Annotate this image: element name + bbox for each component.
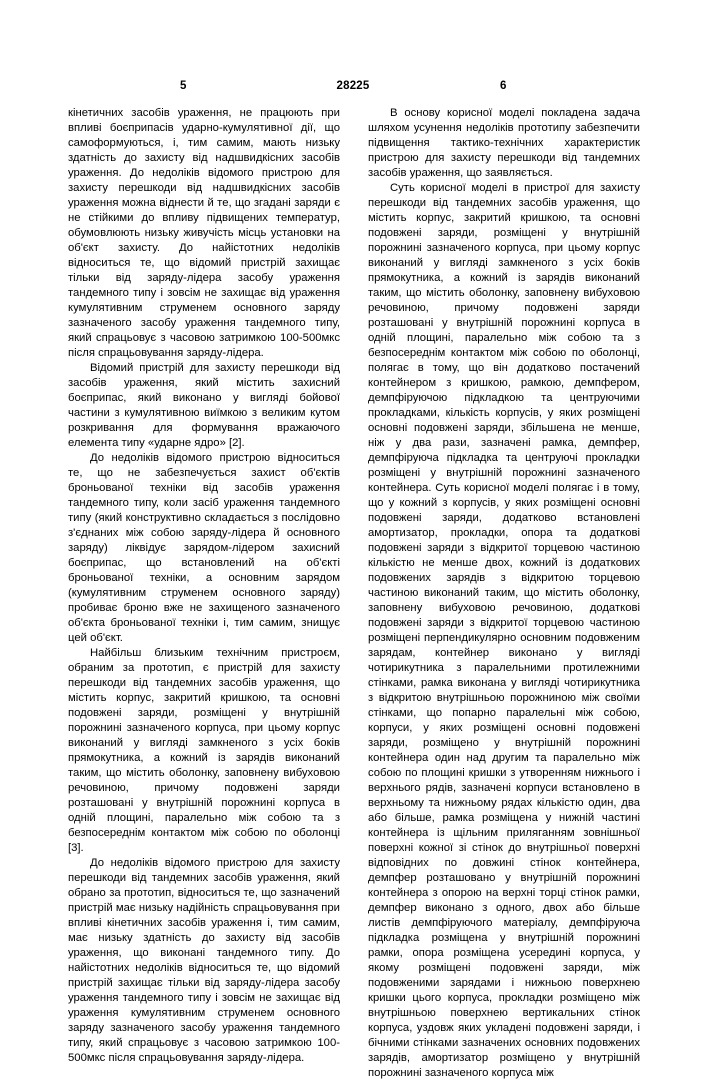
page-header bbox=[68, 80, 638, 96]
paragraph: Найбільш близьким технічним пристроєм, обраним за прототип, є пристрій для захисту перешкоди від тандемних засобів ураження, що містить корпус, закритий кришкою, та основні подовжені заряди, розміщені у внутрішній порожнині зазначеного корпуса, при цьому корпус виконаний у вигляді замкненого з усіх боків прямокутника, а кожний із зарядів виконаний таким, що містить оболонку, заповнену вибуховою речовиною, причому подовжені заряди розташовані у внутрішній порожнині корпуса в одній площині, паралельно між собою та з безпосереднім контактом між собою по оболонці [3]. bbox=[68, 647, 340, 854]
right-text-column bbox=[368, 106, 640, 1081]
paragraph: В основу корисної моделі покладена задача шляхом усунення недоліків прототипу забезпечити підвищення тактико-технічних характеристик пристрою для захисту перешкоди від тандемних засобів ураження, що заявляється. bbox=[368, 107, 640, 179]
text-columns bbox=[68, 106, 640, 1081]
paragraph: Суть корисної моделі в пристрої для захисту перешкоди від тандемних засобів ураження, що містить корпус, закритий кришкою, та основні подовжені заряди, розміщені у внутрішній порожнині зазначеного корпуса, при цьому корпус виконаний у вигляді замкненого з усіх боків прямокутника, а кожний із зарядів виконаний таким, що містить оболонку, заповнену вибуховою речовиною, причому подовжені заряди розташовані у внутрішній порожнині корпуса в одній площині, паралельно між собою та з безпосереднім контактом між собою по оболонці, полягає в тому, що він додатково постачений контейнером з кришкою, рамкою, демпфером, демпфіруючою підкладкою та центруючими прокладками, кількість корпусів, у яких розміщені основні подовжені заряди, збільшена не менше, ніж у два рази, зазначені рамка, демпфер, демпфіруюча підкладка та центруючі прокладки розміщені у внутрішній порожнині зазначеного контейнера. Суть корисної моделі полягає і в тому, що у кожний з корпусів, у яких розміщені основні подовжені заряди, додатково встановлені амортизатор, прокладки, опора та додаткові подовжені заряди з відкритої торцевою частиною кількістю не менше двох, кожний із додаткових подовжених зарядів з відкритою торцевою частиною виконаний таким, що містить оболонку, заповнену вибуховою речовиною, додаткові подовжені заряди з відкритої торцевою частиною розміщені перпендикулярно основним подовженим зарядам, контейнер виконано у вигляді чотирикутника з паралельними протилежними стінками, рамка виконана у вигляді чотирикутника з відкритою внутрішньою порожниною між своїми стінками, що попарно паралельні між собою, корпуси, у яких розміщені основні подовжені заряди, розміщено у внутрішній порожнині контейнера один над другим та паралельно між собою по площині кришки з утворенням нижнього і верхнього рядів, зазначені корпуси встановлено в верхньому та нижньому рядах кількістю один, два або більше, рамка розміщена у нижній частині контейнера із щільним приляганням зовнішньої поверхні кожної зі стінок до внутрішньої поверхні відповідних по довжині стінок контейнера, демпфер розташовано у внутрішній порожнині контейнера з опорою на верхні торці стінок рамки, демпфер виконано з одного, двох або більше листів демпфіруючого матеріалу, демпфіруюча підкладка розміщена у внутрішній порожнині рамки, опора розміщена усередині корпуса, у якому розміщені подовжені заряди, між подовженими зарядами і нижньою поверхнею кришки цього корпуса, прокладки розміщено між внутрішньою поверхнею вертикальних стінок корпуса, уздовж яких укладені подовжені заряди, і бічними стінками зазначених основних подовжених зарядів, амортизатор розміщено у внутрішній порожнині зазначеного корпуса між bbox=[368, 182, 640, 1079]
paragraph: кінетичних засобів ураження, не працюють при впливі боєприпасів ударно-кумулятивної дії, що самоформуються, і, тим самим, мають низьку здатність до захисту від надшвидкісних засобів ураження. До недоліків відомого пристрою для захисту перешкоди від надшвидкісних засобів ураження можна віднести й те, що згадані заряди є не стійкими до впливу підвищених температур, обумовлюють низьку живучість місць установки на об'єкт захисту. До найістотних недоліків відноситься те, що відомий пристрій захищає тільки від заряду-лідера засобу ураження тандемного типу і зовсім не захищає від ураження кумулятивним струменем основного заряду зазначеного засобу ураження тандемного типу, який спрацьовує з часовою затримкою 100-500мкс після спрацьовування заряду-лідера. bbox=[68, 107, 340, 359]
header-left-page-number: 5 bbox=[180, 80, 187, 92]
paragraph: До недоліків відомого пристрою відноситься те, що не забезпечується захист об'єктів броньованої техніки від засобів ураження тандемного типу, коли засіб ураження тандемного типу (який конструктивно складається з послідовно з'єднаних між собою заряду-лідера й основного заряду) ліквідує зарядом-лідером захисний боєприпас, що встановлений на об'єкті броньованої техніки, а основним зарядом (кумулятивним струменем основного заряду) пробиває броню вже не захищеного зазначеного об'єкта броньованої техніки і, тим самим, знищує цей об'єкт. bbox=[68, 452, 340, 644]
header-document-number: 28225 bbox=[336, 80, 370, 92]
paragraph: До недоліків відомого пристрою для захисту перешкоди від тандемних засобів ураження, який обрано за прототип, відноситься те, що зазначений пристрій має низьку надійність спрацьовування при впливі кінетичних засобів ураження і, тим самим, має низьку здатність до захисту від засобів ураження, що виконані тандемного типу. До найістотних недоліків відноситься те, що відомий пристрій захищає тільки від заряду-лідера засобу ураження тандемного типу і зовсім не захищає від ураження кумулятивним струменем основного заряду зазначеного засобу ураження тандемного типу, який спрацьовує з часовою затримкою 100-500мкс після спрацьовування заряду-лідера. bbox=[68, 857, 340, 1064]
header-right-page-number: 6 bbox=[500, 80, 507, 92]
paragraph: Відомий пристрій для захисту перешкоди від засобів ураження, який містить захисний боєприпас, який виконано у вигляді бойової частини з кумулятивною виїмкою з великим кутом розкривання для формування вражаючого елемента типу «ударне ядро» [2]. bbox=[68, 362, 340, 449]
left-text-column bbox=[68, 106, 340, 1081]
